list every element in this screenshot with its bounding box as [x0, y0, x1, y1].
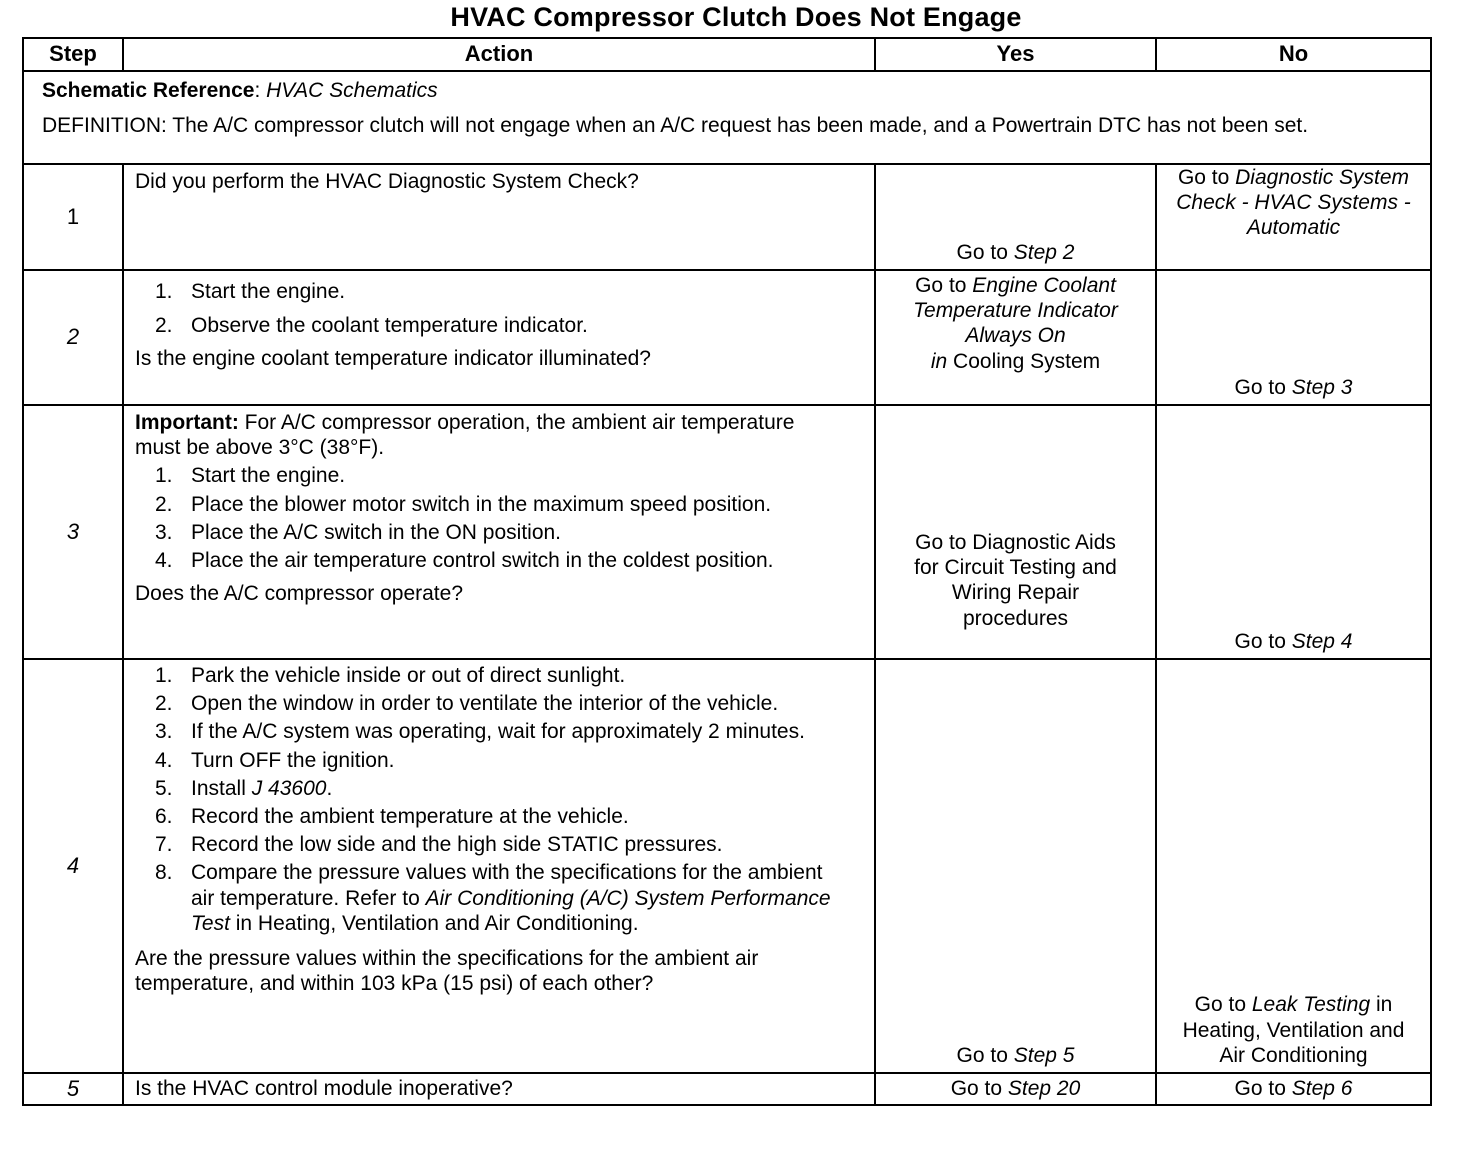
schematic-sep: : [254, 79, 267, 102]
action-question: Does the A/C compressor operate? [135, 582, 464, 606]
yes-prefix: Go to [950, 1077, 1008, 1101]
schematic-link[interactable]: HVAC Schematics [266, 79, 438, 102]
list-item: 5. Install J 43600. [155, 776, 333, 800]
header-yes: Yes [875, 38, 1156, 71]
document-title: HVAC Compressor Clutch Does Not Engage [450, 2, 1022, 32]
schematic-label: Schematic Reference [42, 79, 255, 102]
yes-result [876, 1043, 1155, 1068]
yes-cell [875, 1073, 1156, 1105]
yes-prefix: Go to [956, 1043, 1014, 1067]
yes-result [876, 271, 1155, 374]
important-text: For A/C compressor operation, the ambient air temperature must be above 3°C (38°F). [135, 411, 795, 460]
no-prefix: Go to [1194, 993, 1252, 1017]
yes-result [876, 1076, 1155, 1101]
tool-link[interactable]: J 43600 [251, 776, 327, 800]
no-result [1157, 375, 1430, 400]
definition-text: DEFINITION: The A/C compressor clutch will not engage when an A/C request has been made, and a Powertrain DTC has not been set. [42, 114, 1309, 138]
action-question: Did you perform the HVAC Diagnostic System Check? [135, 170, 639, 193]
no-prefix: Go to [1234, 1077, 1292, 1101]
step-number: 5 [23, 1073, 123, 1105]
yes-link[interactable]: Step 2 [1013, 240, 1075, 264]
no-link[interactable]: Leak Testing [1251, 993, 1371, 1017]
list-item: 4. Turn OFF the ignition. [155, 748, 395, 772]
no-suffix: in Heating, Ventilation and Air Conditioning [1182, 993, 1405, 1067]
no-cell [1156, 270, 1431, 405]
action-question: Are the pressure values within the specifications for the ambient air temperature, and within 103 kPa (15 psi) of each other? [135, 946, 759, 996]
list-item: 1. Park the vehicle inside or out of direct sunlight. [155, 664, 626, 687]
step-number: 3 [23, 405, 123, 659]
list-item: 2. Open the window in order to ventilate the interior of the vehicle. [155, 692, 779, 716]
yes-prefix: Go to [956, 240, 1014, 264]
action-cell [123, 659, 875, 1073]
yes-link[interactable]: Step 20 [1007, 1077, 1081, 1101]
list-item: 6. Record the ambient temperature at the vehicle. [155, 804, 629, 828]
reference-cell [23, 71, 1431, 164]
list-item: 2. Place the blower motor switch in the maximum speed position. [155, 492, 772, 516]
list-item: 1. Start the engine. [155, 280, 346, 303]
no-result [1157, 992, 1430, 1068]
list-item: 4. Place the air temperature control switch in the coldest position. [155, 548, 774, 572]
yes-result[interactable]: Go to Diagnostic Aids for Circuit Testing and Wiring Repair procedures [914, 531, 1117, 630]
no-prefix: Go to [1177, 166, 1236, 189]
action-steps [135, 463, 835, 573]
no-link[interactable]: Step 3 [1291, 375, 1353, 399]
header-step: Step [23, 38, 123, 71]
no-cell [1156, 659, 1431, 1073]
no-link[interactable]: Diagnostic System Check - HVAC Systems - Automatic [1176, 166, 1411, 240]
schematic-reference [42, 78, 1414, 103]
action-question: Is the HVAC control module inoperative? [135, 1077, 513, 1100]
action-steps [135, 663, 855, 936]
action-cell [123, 270, 875, 405]
list-item: 8. Compare the pressure values with the specifications for the ambient air temperature. Refer to Air Conditioning (A/C) System Performance Test in Heating, Ventilation and Air Conditioning. [155, 861, 831, 935]
action-cell [123, 164, 875, 270]
table-row [23, 405, 1431, 659]
yes-cell [875, 405, 1156, 659]
header-no: No [1156, 38, 1431, 71]
no-result [1157, 165, 1430, 241]
no-result [1157, 629, 1430, 654]
table-row [23, 1073, 1431, 1105]
yes-result [876, 240, 1155, 265]
yes-link[interactable]: Engine Coolant Temperature Indicator Always On [913, 274, 1118, 348]
list-item: 3. Place the A/C switch in the ON position. [155, 520, 562, 544]
no-link[interactable]: Step 4 [1291, 629, 1353, 653]
step-number: 1 [23, 164, 123, 270]
performance-test-link[interactable]: Air Conditioning (A/C) System Performance Test [191, 886, 831, 935]
important-note [135, 410, 795, 460]
diagnostic-table [22, 37, 1432, 1106]
no-link[interactable]: Step 6 [1291, 1077, 1353, 1101]
step-number: 4 [23, 659, 123, 1073]
list-item: 7. Record the low side and the high side STATIC pressures. [155, 833, 723, 857]
yes-link[interactable]: Step 5 [1013, 1043, 1075, 1067]
list-item: 1. Start the engine. [155, 464, 346, 488]
table-row [23, 270, 1431, 405]
no-prefix: Go to [1234, 375, 1292, 399]
step-number: 2 [23, 270, 123, 405]
no-cell [1156, 1073, 1431, 1105]
header-row [23, 38, 1431, 71]
list-item: 2. Observe the coolant temperature indicator. [155, 314, 588, 338]
yes-cell [875, 270, 1156, 405]
no-cell [1156, 405, 1431, 659]
yes-suffix: Cooling System [947, 349, 1101, 373]
no-cell [1156, 164, 1431, 270]
table-row [23, 659, 1431, 1073]
action-question: Is the engine coolant temperature indicator illuminated? [135, 347, 651, 371]
table-row [23, 164, 1431, 270]
action-cell [123, 405, 875, 659]
no-prefix: Go to [1234, 629, 1292, 653]
action-cell [123, 1073, 875, 1105]
list-item: 3. If the A/C system was operating, wait for approximately 2 minutes. [155, 720, 805, 744]
important-label: Important: [135, 411, 239, 434]
header-action: Action [123, 38, 875, 71]
yes-in: in [930, 349, 948, 373]
reference-row [23, 71, 1431, 164]
yes-cell [875, 164, 1156, 270]
no-result [1157, 1076, 1430, 1101]
yes-cell [875, 659, 1156, 1073]
yes-prefix: Go to [915, 274, 973, 297]
action-steps [135, 279, 864, 338]
